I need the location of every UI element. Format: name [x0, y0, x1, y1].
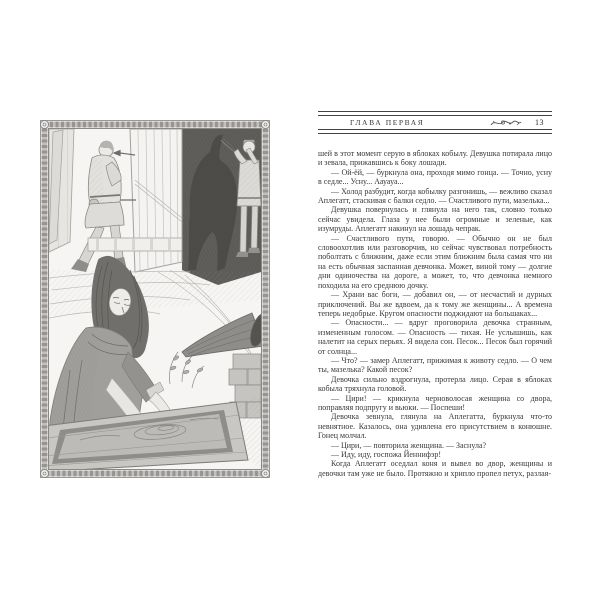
- paragraph: — Цири, — повторила женщина. — Заснула?: [331, 440, 487, 450]
- paragraph: — Ой-ёй, — буркнула она, проходя мимо гонца. — Точно, усну в седле... Усну... Аауауа...: [318, 167, 552, 187]
- paragraph: Девочка сильно вздрогнула, протерла лицо. Серая в яблоках кобыла тряхнула головой.: [318, 374, 552, 394]
- header-rule-bottom: [318, 129, 552, 134]
- paragraph: Девочка зевнула, глянула на Аплегатта, буркнула что-то невнятное. Казалось, она удивлена его присутствием в конюшне. Гонец молчал.: [318, 412, 552, 441]
- chapter-ornament-icon: [489, 118, 523, 128]
- text-page: [318, 111, 552, 478]
- stable-scene-illustration: [40, 120, 270, 478]
- paragraph: — Счастливого пути, говорю. — Обычно он не был словоохотлив или разговорчив, но сейчас чувствовал потребность поболтать с ближним, даже если этим ближним была самая что ни на есть обычная заспанная девчонка. Может, виной тому — долгие дни одиночества на дороге, а может, то, что девчонка немного походила на его среднюю дочку.: [318, 233, 552, 290]
- paragraph: — Опасности... — вдруг проговорила девочка странным, измененным голосом. — Опасность — тихая. Не услышишь, как налетит на серых перьях. Я видела сон. Песок... Песок был горячий от солнца...: [318, 318, 552, 356]
- paragraph: — Храни вас боги, — добавил он, — от несчастий и дурных приключений. Вы же вдвоем, да к тому же женщины... А времена теперь недобрые. Кругом опасности поджидают на большаках...: [318, 290, 552, 318]
- paragraph: — Что? — замер Аплегатт, прижимая к животу седло. — О чем ты, мазелька? Какой песок?: [318, 355, 552, 375]
- wooden-boards: [49, 129, 74, 252]
- fence: [88, 238, 182, 251]
- paragraph: — Холод разбудит, когда кобылку разгонишь, — вежливо сказал Аплегатт, стаскивая с балки седло. — Счастливого пути, мазелька...: [318, 186, 552, 206]
- paragraph: Когда Аплегатт оседлал коня и вывел во двор, женщины и девочки там уже не было. Протяжно и хрипло пропел петух, разлая-: [318, 459, 552, 478]
- paragraph: Девушка повернулась и глянула на него так, словно только сейчас увидела. Глаза у нее были огромные и зеленые, как изумруды. Аплегатт накинул на лошадь чепрак.: [318, 205, 552, 234]
- paragraph: — Иду, иду, госпожа Йеннифэр!: [331, 450, 442, 459]
- chapter-header: [318, 111, 552, 134]
- paragraph: — Цири! — крикнула черноволосая женщина со двора, поправляя подпругу и вьюки. — Поспеши!: [318, 393, 552, 412]
- page-number: 13: [535, 118, 544, 127]
- illustration-frame: [40, 120, 270, 478]
- paragraph: шей в этот момент серую в яблоках кобылу. Девушка потирала лицо и зевала, прижавшись к боку лошади.: [318, 149, 552, 168]
- body-text: [318, 149, 552, 478]
- chapter-title: ГЛАВА ПЕРВАЯ: [350, 118, 425, 127]
